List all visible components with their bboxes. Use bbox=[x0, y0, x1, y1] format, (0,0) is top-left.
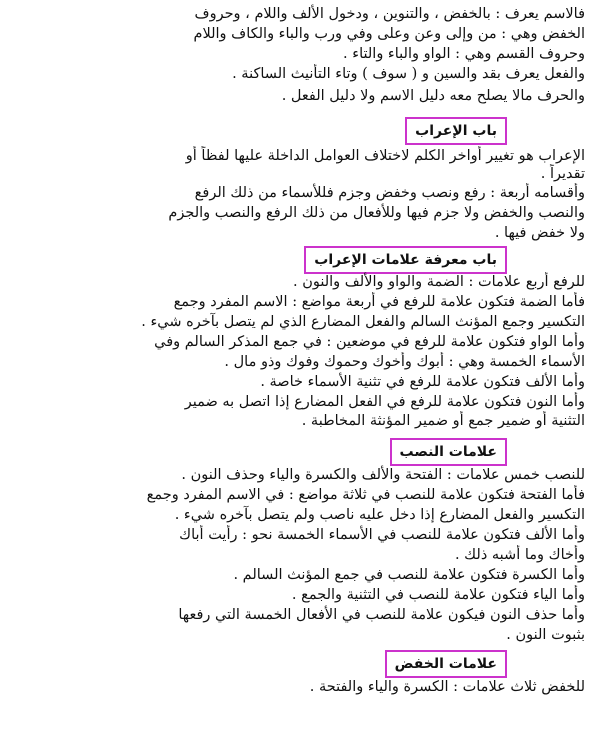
text-line: وأما حذف النون فيكون علامة للنصب في الأفعال الخمسة التي رفعها bbox=[178, 607, 585, 623]
text-line: وأما الواو فتكون علامة للرفع في موضعين : في جمع المذكر السالم وفي bbox=[154, 334, 585, 350]
section-heading-irab: باب الإعراب bbox=[405, 117, 507, 145]
text-line: للرفع أربع علامات : الضمة والواو والألف والنون . bbox=[293, 274, 585, 290]
text-line: والحرف مالا يصلح معه دليل الاسم ولا دليل الفعل . bbox=[281, 88, 585, 104]
text-line: وأخاك وما أشبه ذلك . bbox=[454, 547, 585, 563]
section-heading-nasb: علامات النصب bbox=[390, 438, 507, 466]
text-line: وحروف القسم وهي : الواو والباء والتاء . bbox=[343, 46, 585, 62]
text-line: الخفض وهي : من وإلى وعن وعلى وفي ورب والباء والكاف واللام bbox=[193, 26, 585, 42]
section-heading-khafd: علامات الخفض bbox=[385, 650, 507, 678]
text-line: وأما النون فتكون علامة للرفع في الفعل المضارع إذا اتصل به ضمير bbox=[184, 394, 585, 410]
text-line: ولا خفض فيها . bbox=[494, 225, 585, 241]
text-line: والفعل يعرف بقد والسين و ( سوف ) وتاء التأنيث الساكنة . bbox=[232, 66, 585, 82]
section-heading-marks: باب معرفة علامات الإعراب bbox=[304, 246, 507, 274]
text-line: وأقسامه أربعة : رفع ونصب وخفض وجزم فللأسماء من ذلك الرفع bbox=[194, 185, 585, 201]
text-line: والنصب والخفض ولا جزم فيها وللأفعال من ذلك الرفع والنصب والجزم bbox=[168, 205, 585, 221]
text-line: الأسماء الخمسة وهي : أبوك وأخوك وحموك وفوك وذو مال . bbox=[224, 354, 585, 370]
text-line: وأما الياء فتكون علامة للنصب في التثنية والجمع . bbox=[291, 587, 585, 603]
text-line: للخفض ثلاث علامات : الكسرة والياء والفتحة . bbox=[309, 679, 585, 695]
text-line: وأما الألف فتكون علامة للرفع في تثنية الأسماء خاصة . bbox=[260, 374, 585, 390]
text-line: للنصب خمس علامات : الفتحة والألف والكسرة والياء وحذف النون . bbox=[181, 467, 585, 483]
text-line: فأما الضمة فتكون علامة للرفع في أربعة مواضع : الاسم المفرد وجمع bbox=[173, 294, 585, 310]
text-line: وأما الألف فتكون علامة للنصب في الأسماء الخمسة نحو : رأيت أباك bbox=[179, 527, 585, 543]
text-line: التثنية أو ضمير جمع أو ضمير المؤنثة المخاطبة . bbox=[301, 413, 585, 429]
text-line: بثبوت النون . bbox=[506, 627, 585, 643]
text-line: فأما الفتحة فتكون علامة للنصب في ثلاثة مواضع : في الاسم المفرد وجمع bbox=[146, 487, 585, 503]
text-line: فالاسم يعرف : بالخفض ، والتنوين ، ودخول الألف واللام ، وحروف bbox=[194, 6, 585, 22]
text-line: وأما الكسرة فتكون علامة للنصب في جمع المؤنث السالم . bbox=[233, 567, 585, 583]
text-line: التكسير وجمع المؤنث السالم والفعل المضارع الذي لم يتصل بآخره شيء . bbox=[141, 314, 585, 330]
text-line: الإعراب هو تغيير أواخر الكلم لاختلاف العوامل الداخلة عليها لفظاً أو bbox=[185, 148, 585, 164]
text-line: التكسير والفعل المضارع إذا دخل عليه ناصب ولم يتصل بآخره شيء . bbox=[174, 507, 585, 523]
text-line: تقديراً . bbox=[540, 166, 585, 182]
